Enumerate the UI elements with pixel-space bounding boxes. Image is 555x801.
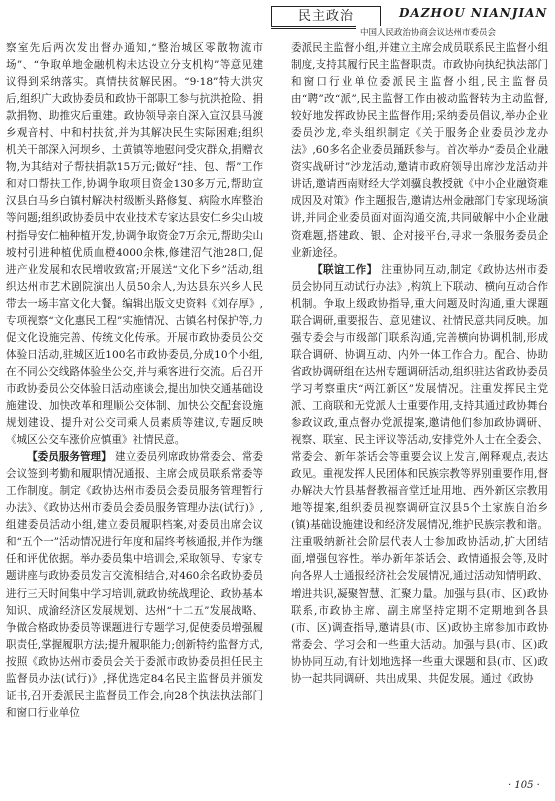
page-number: · 105 · bbox=[508, 780, 540, 791]
right-paragraph-2 bbox=[291, 262, 548, 688]
member-service-body: 建立委员列席政协常委会、常委会议签到考勤和履职情况通报、主席会成员联系常委等工作制度。制定《政协达州市委员会委员服务管理暂行办法》、《政协达州市委员会委员服务管理办法(试行)》,组建委员活动小组,建立委员履职档案,对委员出席会议和“五个一”活动情况进行年度和届终考核通报,并作为继任和评优依据。举办委员集中培训会,采取领导、专家专题讲座与政协委员发言交流相结合,对460余名政协委员进行三天时间集中学习培训,就政协统战理论、政协基本知识、成渝经济区发展规划、达州“十二五”发展战略、争做合格政协委员等课题进行专题学习,促使委员增强履职责任,掌握履职方法;提升履职能力;创新特约监督方式,按照《政协达州市委员会关于委派市政协委员担任民主监督员办法(试行)》,择优选定84名民主监督员并颁发证书,召开委派民主监督员工作会,向28个执法执法部门和窗口行业单位 bbox=[6, 451, 263, 719]
publication-title: DAZHOU NIANJIAN bbox=[399, 6, 548, 20]
right-column bbox=[291, 40, 548, 688]
publication-subtitle: 中国人民政治协商会议达州市委员会 bbox=[356, 26, 555, 38]
right-paragraph-1: 委派民主监督小组,并建立主席会成员联系民主监督小组制度,支持其履行民主监督职责。市政协向执纪执法部门和窗口行业单位委派民主监督小组,民主监督员由“聘”改“派”,民主监督工作由被动监督转为主动监督,较好地发挥政协民主监督作用;采纳委员倡议,举办企业委员沙龙,牵头组织制定《关于服务企业委员沙龙办法》,60多名企业委员踊跃参与。首次举办“委员企业融资实战研讨”沙龙活动,邀请市政府领导出席沙龙活动并讲话,邀请西南财经大学刘骥良教授就《中小企业融资难成因及对策》作主题报告,邀请达州金融部门专家现场演讲,并同企业委员面对面沟通交流,共同破解中小企业融资难题,搭建政、银、企对接平台,寻求一条服务委员企业新途径。 bbox=[291, 42, 548, 259]
liaison-body: 注重协同互动,制定《政协达州市委员会协同互动试行办法》,构筑上下联动、横向互动合作机制。争取上级政协指导,重大问题及时沟通,重大课题联合调研,重要报告、意见建议、社情民意共同反映。加强专委会与市级部门联系沟通,完善横向协调机制,形成联合调研、协调互动、内外一体工作合力。配合、协助省政协调研组在达州专题调研活动,组织驻达省政协委员学习考察重庆“两江新区”发展情况。注重发挥民主党派、工商联和无党派人士重要作用,支持其通过政协舞台参政议政,重点督办党派提案,邀请他们参加政协调研、视察、联室、民主评议等活动,安排党外人士在全委会、常委会、新年茶话会等重要会议上发言,阐释观点,表达政见。重视发挥人民团体和民族宗教等界别重要作用,督办解决大竹县基督教福音堂迁址用地、西外新区宗教用地等提案,组织委员视察调研宣汉县5个土家族自治乡(镇)基础设施建设和经济发展情况,维护民族宗教和谐。注重吸纳新社会阶层代表人士参加政协活动,扩大团结面,增强包容性。举办新年茶话会、政情通报会等,及时向各界人士通报经济社会发展情况,通过活动知情明政、增进共识,凝聚智慧、汇聚力量。加强与县(市、区)政协联系,市政协主席、副主席坚持定期不定期地到各县(市、区)调查指导,邀请县(市、区)政协主席参加市政协常委会、学习会和一些重大活动。加强与县(市、区)政协协同互动,有计划地选择一些重大课题和县(市、区)政协一起共同调研、共出成果、共促发展。通过《政协 bbox=[291, 263, 548, 685]
section-label: 民主政治 bbox=[271, 6, 381, 27]
left-column bbox=[6, 40, 263, 722]
section-heading-liaison: 【 联谊工作 】 bbox=[312, 264, 377, 276]
section-heading-member-service: 【 委员服务管理 】 bbox=[27, 451, 112, 463]
left-paragraph-2 bbox=[6, 449, 263, 722]
left-paragraph-1: 察室先后两次发出督办通知,“整治城区零散物流市场”、“争取单地金融机构未达设立分支机构”等意见建议得到采纳落实。真情扶贫解民困。“9·18”特大洪灾后,组织广大政协委员和政协干部职工参与抗洪抢险、捐款捐物、助推灾后重建。政协领导亲自深入宣汉县马渡乡观音村、中和村扶贫,并为其解决民生实际困难;组织机关干部深入河坝乡、土黄镇等地慰问受灾群众,捐赠衣物,为其结对子帮扶捐款15万元;做好“挂、包、帮”工作和对口帮扶工作,协调争取项目资金130多万元,帮助宣汉县白马乡白镇村解决村级断头路修复、病险水库整治等问题;组织政协委员中农业技术专家达县安仁乡尖山坡村指导安仁柚种植开发,协调争取资金7万余元,帮助尖山坡村引进种植优质血橙4000余株,修建沼气池28口,促进产业发展和农民增收致富;开展送“文化下乡”活动,组织达州市艺术剧院演出人员50余人,为达县东兴乡人民带去一场丰富文化大餐。编辑出版文史资料《刘存厚》,专项视察“文化惠民工程”实施情况、古镇名村保护等,力促文化设施完善、传统文化传承。开展市政协委员公交体验日活动,驻城区近100名市政协委员,分成10个小组,在不同公交线路体验坐公交,并与乘客进行交流。后召开市政协委员公交体验日活动座谈会,提出加快交通基础设施建设、加快改革和理顺公交体制、加快公交配套设施规划建设、提升对公交司乘人员素质等建议,专题反映《城区公交车涨价应慎重》社情民意。 bbox=[6, 42, 263, 447]
page-header bbox=[0, 0, 555, 38]
